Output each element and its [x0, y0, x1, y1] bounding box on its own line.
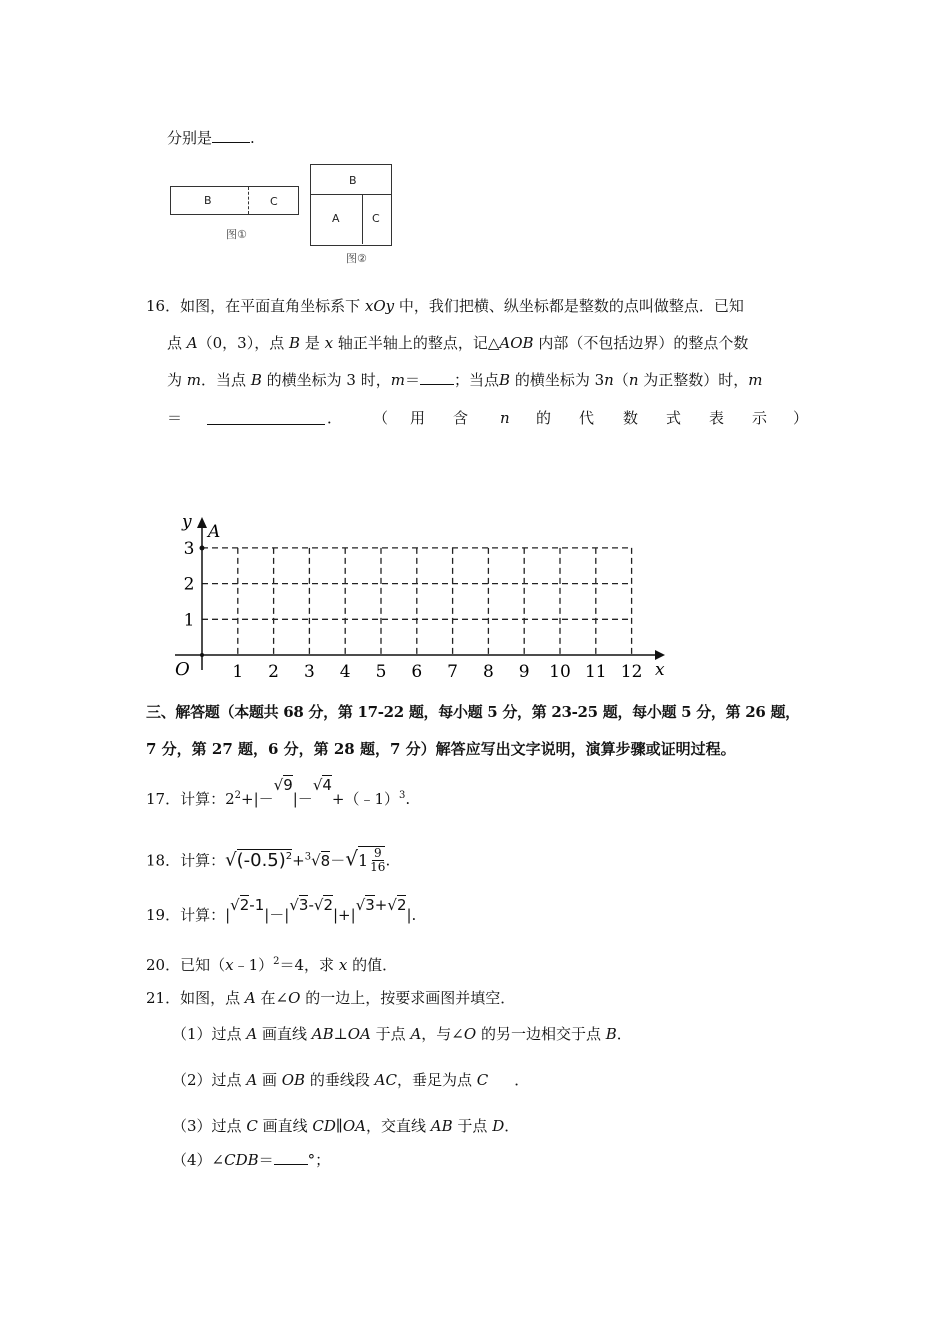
fraction-9-16: 9 16: [370, 846, 386, 874]
fig2-label-b: B: [349, 174, 357, 187]
cube-root-index: 3: [304, 851, 312, 863]
q21-step-1: （1）过点 A 画直线 AB⊥OA 于点 A，与∠O 的另一边相交于点 B．: [172, 1025, 632, 1043]
divider-vertical: [362, 194, 363, 244]
origin-point: [200, 653, 204, 657]
rectangle-bc: [170, 186, 299, 215]
x-tick-label: 12: [620, 662, 643, 682]
x-tick-label: 4: [339, 662, 351, 682]
x-tick-label: 8: [482, 662, 494, 682]
y-axis-arrow: [197, 517, 207, 528]
x-tick-label: 10: [549, 662, 571, 682]
q16-line-3: 为 m．当点 B 的横坐标为 3 时，m＝ ；当点B 的横坐标为 3n（n 为正整数）时，m: [167, 371, 763, 389]
q21-step-4: （4）∠CDB＝ °；: [172, 1151, 331, 1169]
cube-root-8: √8: [311, 851, 331, 870]
x-axis-label: x: [655, 660, 665, 680]
q16-answer-blank-1[interactable]: [420, 370, 454, 385]
fig1-label-b: B: [204, 194, 212, 207]
q16-line-1: 16．如图，在平面直角坐标系下 xOy 中，我们把横、纵坐标都是整数的点叫做整点．已知: [146, 297, 744, 315]
sqrt2-minus-1: √2-1: [230, 896, 265, 914]
q18: 18．计算：$√(-0.5)^2+^3√8-√$ 1 9 16 .: [146, 846, 391, 874]
q21-step-3: （3）过点 C 画直线 CD∥OA，交直线 AB 于点 D．: [172, 1117, 520, 1135]
x-tick-label: 9: [518, 662, 530, 682]
divider-horizontal: [310, 194, 391, 195]
q21-answer-blank[interactable]: [274, 1150, 308, 1165]
q21-step-2: （2）过点 A 画 OB 的垂线段 AC，垂足为点 C ．: [172, 1071, 530, 1089]
q20: 20．已知（x﹣1）$^2$＝4，求 x 的值．: [146, 956, 398, 974]
q16-answer-blank-2[interactable]: [207, 410, 325, 425]
y-tick-label: 2: [183, 574, 195, 595]
fig2-label-c: C: [372, 212, 380, 225]
sqrt-9: √9: [273, 776, 293, 794]
fig1-caption: 图①: [226, 228, 247, 241]
q21-intro: 21．如图，点 A 在∠O 的一边上，按要求画图并填空．: [146, 989, 516, 1007]
fig2-label-a: A: [332, 212, 340, 225]
x-tick-label: 7: [447, 662, 459, 682]
q16-line-2: 点 A（0，3），点 B 是 x 轴正半轴上的整点，记△AOB 内部（不包括边界）的整点个数: [167, 334, 749, 352]
x-tick-label: 11: [584, 662, 607, 682]
x-axis-arrow: [655, 650, 665, 660]
q15-tail: 分别是 .: [167, 129, 255, 147]
sqrt-neg-half-squared: $√(-0.5)^2$: [225, 849, 293, 871]
dashed-divider: [248, 187, 249, 214]
y-tick-labels: [184, 539, 195, 630]
x-tick-label: 2: [268, 662, 280, 682]
sqrt-4: √4: [312, 776, 332, 794]
point-a-label: A: [208, 522, 221, 542]
y-axis-label: y: [182, 512, 192, 532]
grid-dashed-lines: [202, 548, 632, 655]
point-a: [200, 546, 205, 551]
section-3-heading-line-2: 7 分，第 27 题，6 分，第 28 题，7 分）解答应写出文字说明，演算步骤或证明过程。: [146, 740, 736, 758]
q17: 17．计算：$2^2+|-√9|-√4+(﹣1)^3$.: [146, 776, 411, 808]
x-tick-label: 5: [375, 662, 387, 682]
y-tick-label: 3: [183, 538, 195, 559]
sqrt3-plus-sqrt2: √3+√2: [355, 896, 407, 914]
x-tick-label: 1: [232, 662, 244, 682]
y-tick-label: 1: [183, 610, 195, 631]
x-tick-label: 3: [303, 662, 315, 682]
origin-label: O: [175, 659, 190, 680]
x-tick-labels: [232, 662, 642, 682]
x-tick-label: 6: [411, 662, 423, 682]
fig1-label-c: C: [270, 195, 278, 208]
fig2-caption: 图②: [346, 252, 367, 265]
q19: 19．计算：|√2-1|－|√3-√2|+|√3+√2|.: [146, 896, 417, 924]
sqrt-mixed-fraction: √: [345, 846, 358, 871]
figure-1: [170, 186, 300, 246]
coordinate-grid: [165, 505, 675, 685]
section-3-heading-line-1: 三、解答题（本题共 68 分，第 17-22 题，每小题 5 分，第 23-25 题，每小题 5 分，第 26 题，: [146, 703, 800, 721]
q15-answer-blank[interactable]: [212, 128, 250, 143]
sqrt3-minus-sqrt2: √3-√2: [289, 896, 333, 914]
figure-2: [310, 164, 394, 266]
